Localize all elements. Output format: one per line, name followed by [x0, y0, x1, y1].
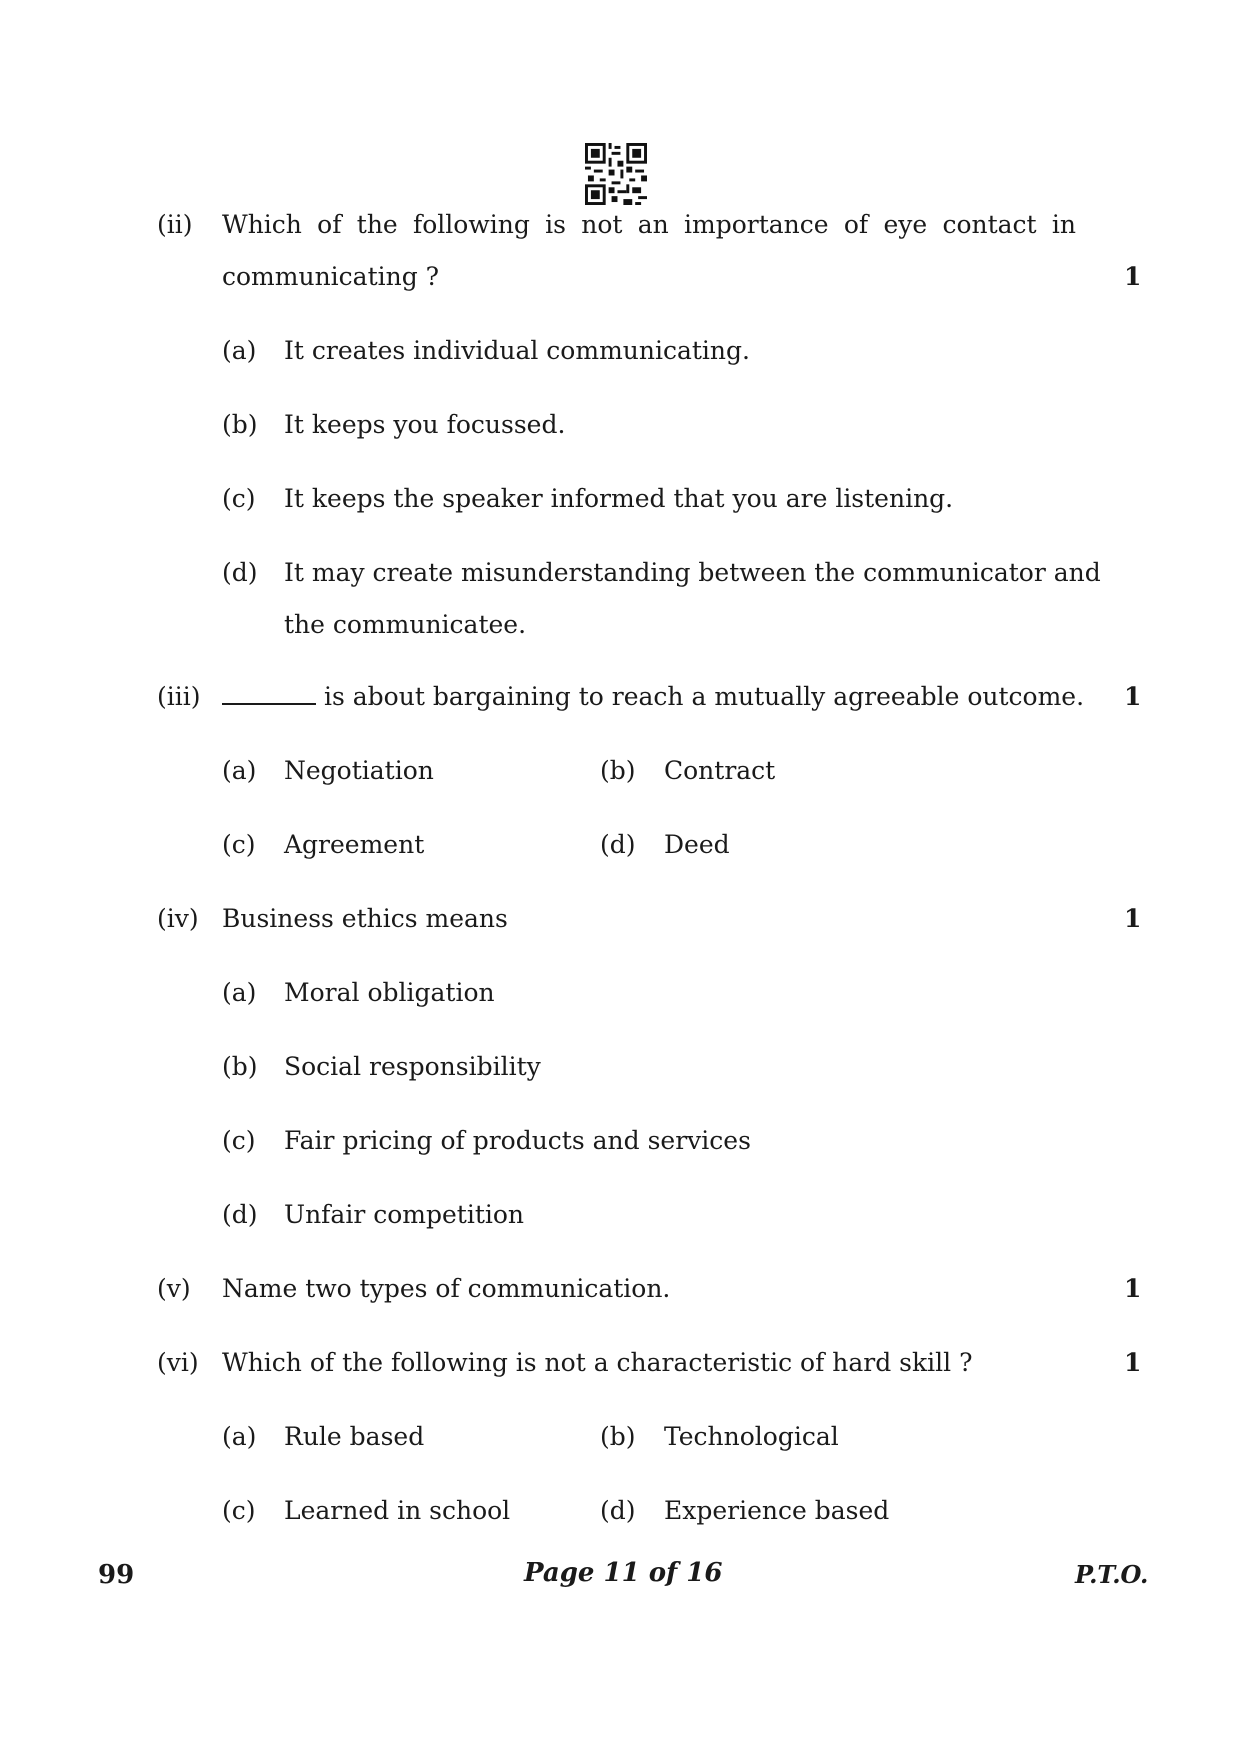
- option-text: Negotiation: [284, 756, 434, 785]
- fill-in-blank: [222, 685, 316, 705]
- question-number: (ii): [157, 210, 193, 239]
- question-text: Which of the following is not an importance of eye contact in: [222, 210, 1076, 239]
- question-number: (v): [157, 1274, 191, 1303]
- marks: 1: [1124, 904, 1142, 933]
- option-letter: (a): [222, 756, 257, 785]
- question-number: (vi): [157, 1348, 199, 1377]
- question-text: [222, 682, 1084, 711]
- question-text-body: is about bargaining to reach a mutually agreeable outcome.: [324, 682, 1085, 711]
- option-letter: (c): [222, 1496, 256, 1525]
- pto-label: P.T.O.: [1075, 1560, 1149, 1589]
- marks: 1: [1124, 682, 1142, 711]
- question-number: (iv): [157, 904, 199, 933]
- option-letter: (d): [222, 1200, 258, 1229]
- option-letter: (a): [222, 1422, 257, 1451]
- question-text: Which of the following is not a characteristic of hard skill ?: [222, 1348, 973, 1377]
- option-text: It creates individual communicating.: [284, 336, 750, 365]
- option-letter: (b): [222, 410, 258, 439]
- option-letter: (a): [222, 978, 257, 1007]
- question-number: (iii): [157, 682, 201, 711]
- option-text: It keeps the speaker informed that you are listening.: [284, 484, 954, 513]
- option-text: Deed: [664, 830, 730, 859]
- option-letter: (b): [600, 1422, 636, 1451]
- option-text: It keeps you focussed.: [284, 410, 566, 439]
- option-text: Experience based: [664, 1496, 890, 1525]
- option-letter: (c): [222, 830, 256, 859]
- option-letter: (b): [222, 1052, 258, 1081]
- option-text: Social responsibility: [284, 1052, 541, 1081]
- paper-code: 99: [98, 1560, 135, 1590]
- page-number: Page 11 of 16: [524, 1558, 723, 1588]
- marks: 1: [1124, 1348, 1142, 1377]
- option-text-continued: the communicatee.: [284, 610, 527, 639]
- option-text: Contract: [664, 756, 776, 785]
- option-letter: (c): [222, 484, 256, 513]
- qr-code-icon: [585, 143, 647, 205]
- option-text: Unfair competition: [284, 1200, 525, 1229]
- option-letter: (d): [600, 830, 636, 859]
- question-text: Business ethics means: [222, 904, 508, 933]
- option-text: Technological: [664, 1422, 839, 1451]
- option-text: Moral obligation: [284, 978, 495, 1007]
- option-letter: (d): [222, 558, 258, 587]
- option-text: Agreement: [284, 830, 425, 859]
- option-text: Fair pricing of products and services: [284, 1126, 751, 1155]
- question-text-continued: communicating ?: [222, 262, 440, 291]
- question-text: Name two types of communication.: [222, 1274, 671, 1303]
- option-letter: (b): [600, 756, 636, 785]
- option-letter: (c): [222, 1126, 256, 1155]
- option-text: Learned in school: [284, 1496, 511, 1525]
- option-text: It may create misunderstanding between the communicator and: [284, 558, 1101, 587]
- marks: 1: [1124, 262, 1142, 291]
- marks: 1: [1124, 1274, 1142, 1303]
- option-text: Rule based: [284, 1422, 425, 1451]
- option-letter: (a): [222, 336, 257, 365]
- option-letter: (d): [600, 1496, 636, 1525]
